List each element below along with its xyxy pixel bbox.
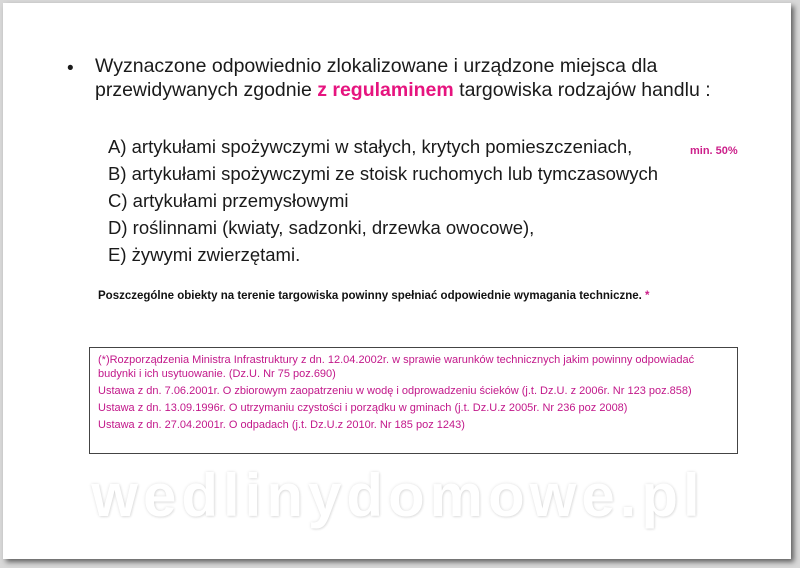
technical-requirements-note xyxy=(98,290,650,302)
reference-item: Ustawa z dn. 27.04.2001r. O odpadach (j.t. Dz.U.z 2010r. Nr 185 poz 1243) xyxy=(98,419,465,431)
watermark: wedlinydomowe.pl xyxy=(91,462,705,529)
list-item: E) żywymi zwierzętami. xyxy=(108,244,301,265)
reference-item: (*)Rozporządzenia Ministra Infrastruktury z dn. 12.04.2002r. w sprawie warunków technicznych jakim powinny odpowiadać budynki i ich usytuowanie. (Dz.U. Nr 75 poz.690) xyxy=(98,354,695,380)
list-item: A) artykułami spożywczymi w stałych, krytych pomieszczeniach, xyxy=(108,136,633,157)
regulation-highlight: z regulaminem xyxy=(317,79,454,101)
list-item: B) artykułami spożywczymi ze stoisk ruchomych lub tymczasowych xyxy=(108,163,659,184)
main-text-after: targowiska rodzajów handlu : xyxy=(453,79,711,101)
references-box xyxy=(89,347,738,454)
slide xyxy=(3,3,791,559)
main-paragraph xyxy=(95,54,715,102)
reference-item: Ustawa z dn. 13.09.1996r. O utrzymaniu czystości i porządku w gminach (j.t. Dz.U.z 2005r. Nr 236 poz 2008) xyxy=(98,402,628,414)
note-text: Poszczególne obiekty na terenie targowiska powinny spełniać odpowiednie wymagania techniczne. xyxy=(98,290,642,302)
reference-item: Ustawa z dn. 7.06.2001r. O zbiorowym zaopatrzeniu w wodę i odprowadzeniu ścieków (j.t. Dz.U. z 2006r. Nr 123 poz.858) xyxy=(98,385,692,397)
min-percent-note: min. 50% xyxy=(690,145,738,157)
bullet-marker: • xyxy=(67,58,74,79)
list-item: C) artykułami przemysłowymi xyxy=(108,190,349,211)
trade-types-list xyxy=(108,135,658,270)
list-item: D) roślinnami (kwiaty, sadzonki, drzewka owocowe), xyxy=(108,217,535,238)
footnote-star: * xyxy=(641,290,650,302)
main-text-before: Wyznaczone odpowiednio zlokalizowane i urządzone miejsca dla przewidywanych zgodnie xyxy=(95,55,658,101)
